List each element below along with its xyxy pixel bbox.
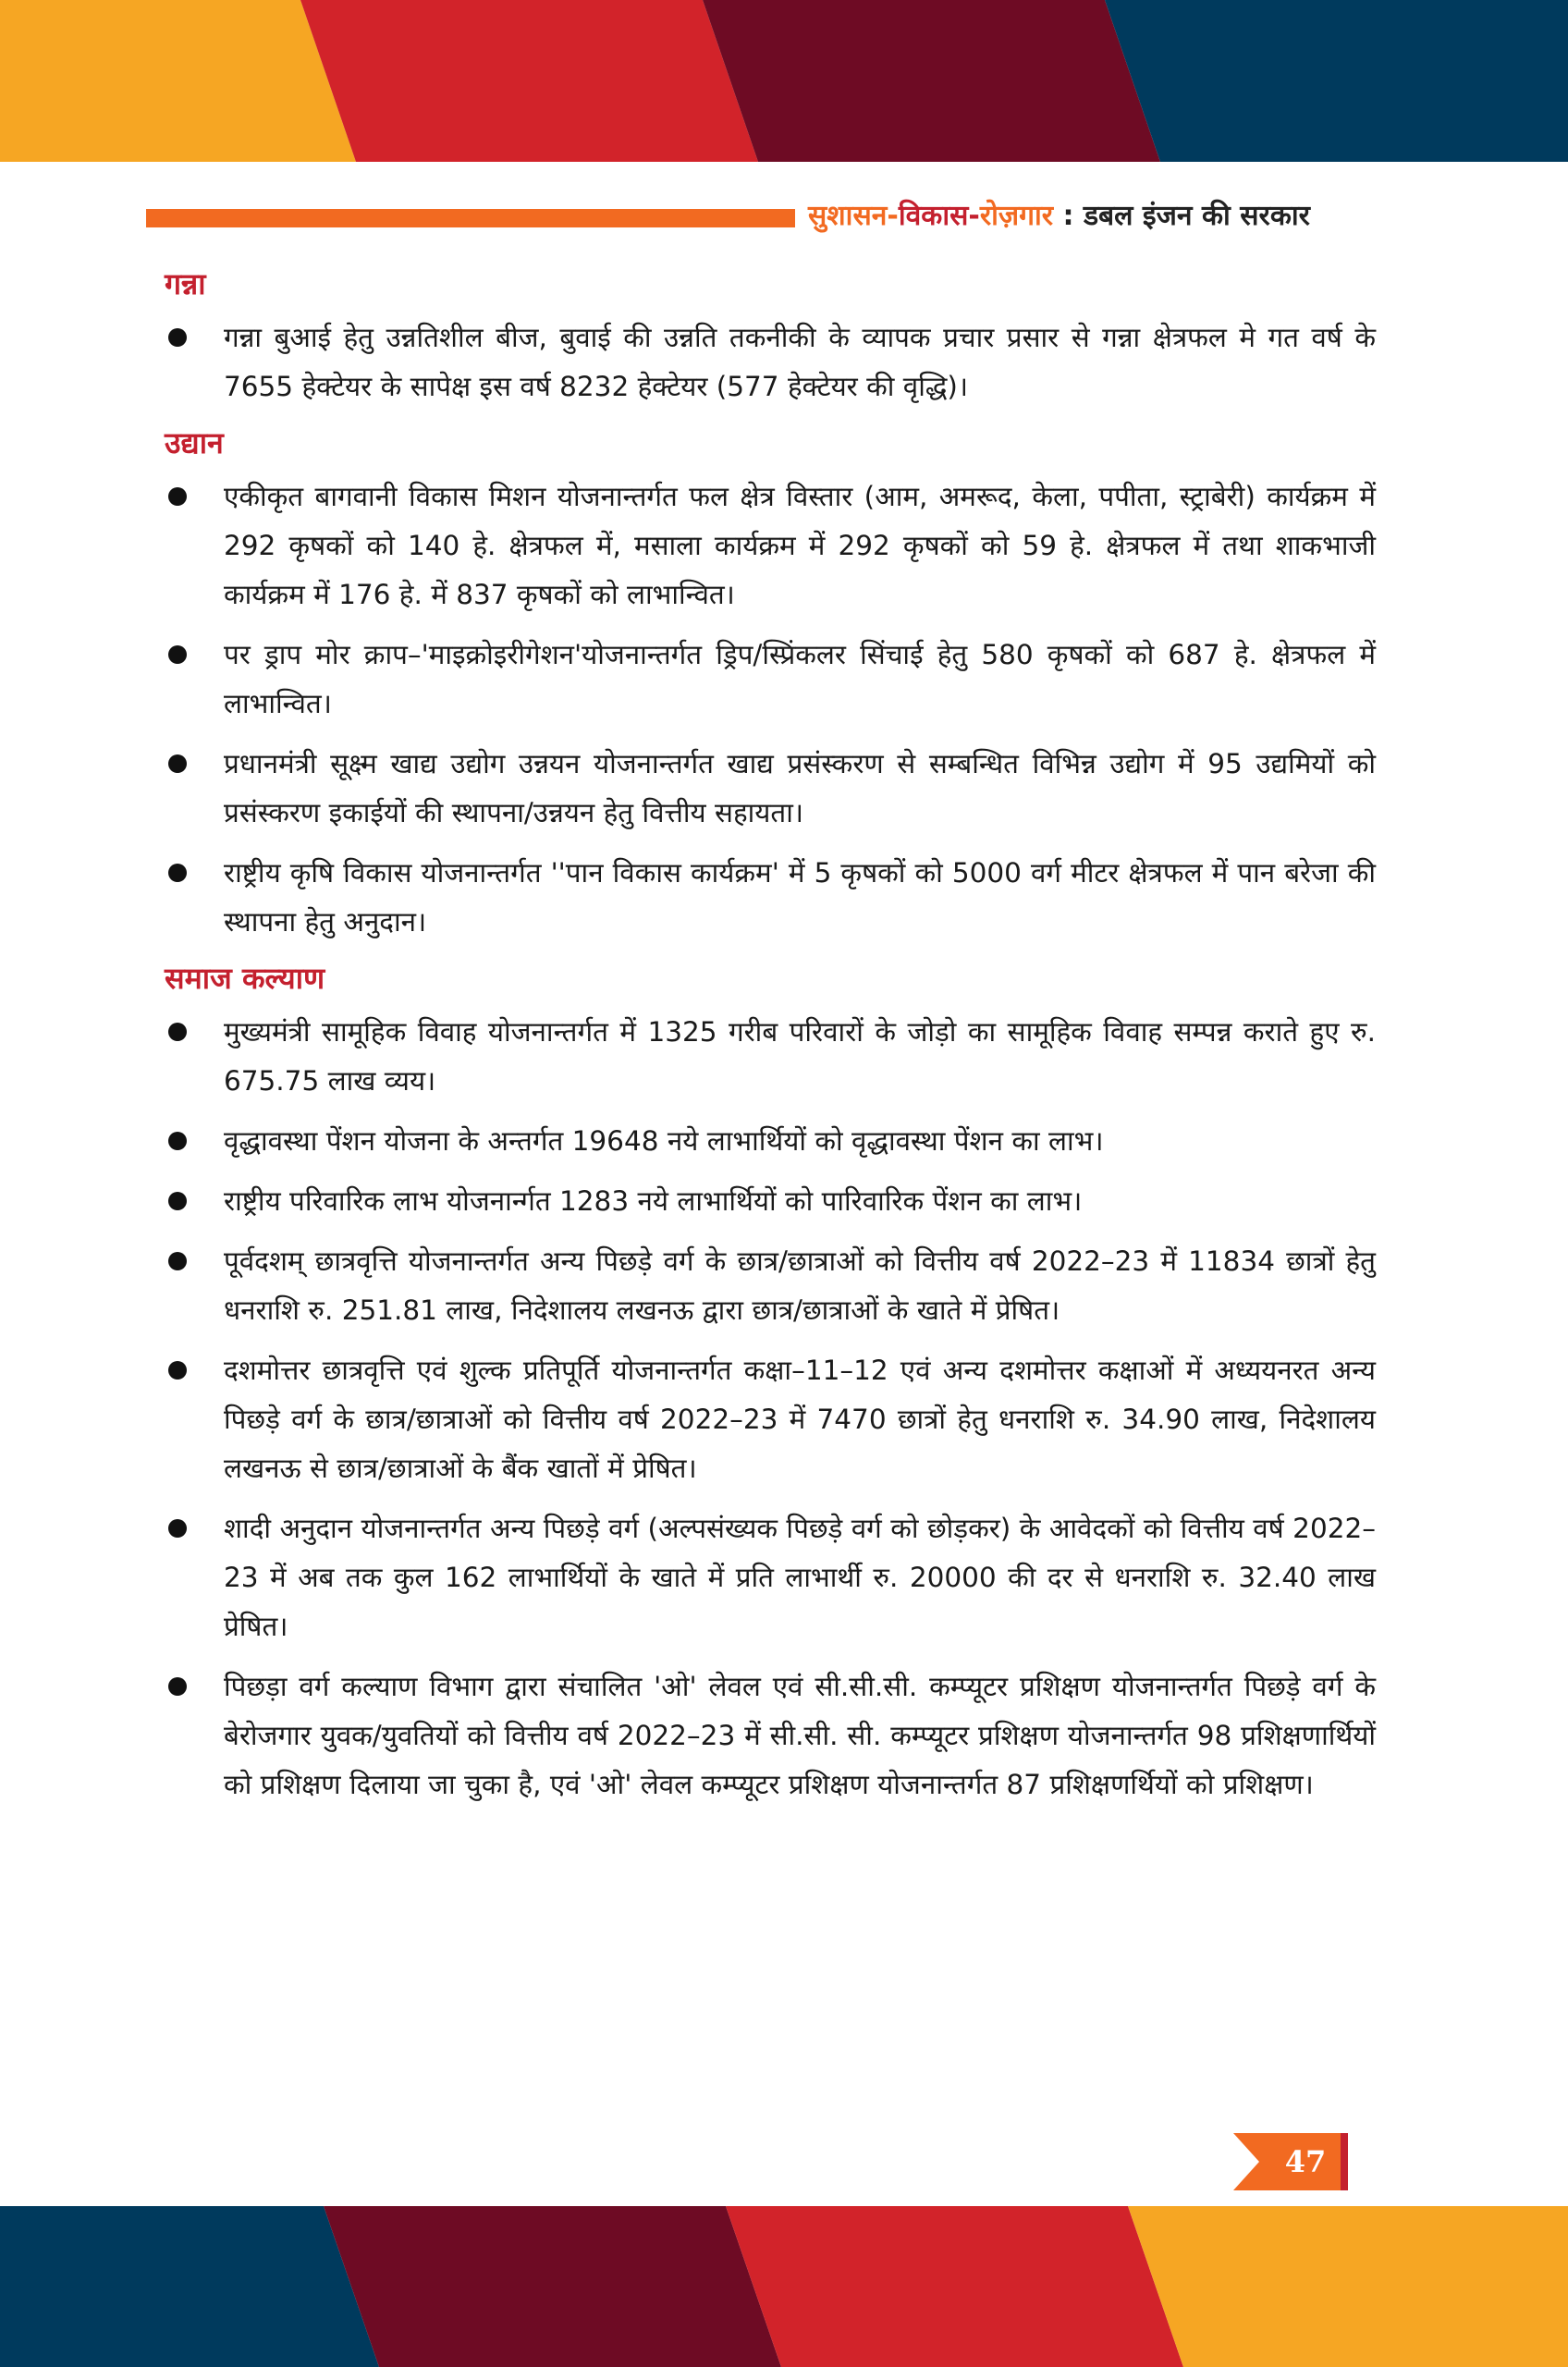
section-horticulture: [165, 423, 1376, 947]
bullet-list: [165, 1008, 1376, 1809]
bullet-icon: [168, 1252, 187, 1270]
list-item: मुख्यमंत्री सामूहिक विवाह योजनान्तर्गत में 1325 गरीब परिवारों के जोड़ो का सामूहिक विवाह सम्पन्न कराते हुए रु. 675.75 लाख व्यय।: [165, 1008, 1376, 1106]
top-color-band: [0, 0, 1568, 162]
bullet-list: [165, 313, 1376, 411]
page-number-tab: [1233, 2133, 1348, 2190]
list-item: दशमोत्तर छात्रवृत्ति एवं शुल्क प्रतिपूर्ति योजनान्तर्गत कक्षा–11–12 एवं अन्य दशमोत्तर कक्षाओं में अध्ययनरत अन्य पिछड़े वर्ग के छात्र/छात्राओं को वित्तीय वर्ष 2022–23 में 7470 छात्रों हेतु धनराशि रु. 34.90 लाख, निदेशालय लखनऊ से छात्र/छात्राओं के बैंक खातों में प्रेषित।: [165, 1346, 1376, 1493]
bullet-icon: [168, 1132, 187, 1150]
bottom-color-band: [0, 2206, 1568, 2367]
page-number: 47: [1284, 2144, 1327, 2179]
list-item: पिछड़ा वर्ग कल्याण विभाग द्वारा संचालित 'ओ' लेवल एवं सी.सी.सी. कम्प्यूटर प्रशिक्षण योजनान्तर्गत पिछड़े वर्ग के बेरोजगार युवक/युवतियों को वित्तीय वर्ष 2022–23 में सी.सी. सी. कम्प्यूटर प्रशिक्षण योजनान्तर्गत 98 प्रशिक्षणार्थियों को प्रशिक्षण दिलाया जा चुका है, एवं 'ओ' लेवल कम्प्यूटर प्रशिक्षण योजनान्तर्गत 87 प्रशिक्षणर्थियों को प्रशिक्षण।: [165, 1662, 1376, 1809]
bullet-icon: [168, 1519, 187, 1538]
bullet-icon: [168, 754, 187, 773]
bullet-icon: [168, 1192, 187, 1210]
section-heading: उद्यान: [165, 425, 224, 460]
bullet-icon: [168, 328, 187, 347]
section-heading: गन्ना: [165, 266, 206, 301]
bullet-icon: [168, 487, 187, 506]
bullet-icon: [168, 1023, 187, 1041]
list-item: राष्ट्रीय कृषि विकास योजनान्तर्गत ''पान विकास कार्यक्रम' में 5 कृषकों को 5000 वर्ग मीटर क्षेत्रफल में पान बरेजा की स्थापना हेतु अनुदान।: [165, 849, 1376, 947]
section-sugarcane: [165, 264, 1376, 411]
page-content: [165, 264, 1376, 1821]
bullet-icon: [168, 645, 187, 664]
header-rule: [146, 209, 795, 227]
list-item: राष्ट्रीय परिवारिक लाभ योजनार्न्गत 1283 नये लाभार्थियों को पारिवारिक पेंशन का लाभ।: [165, 1177, 1376, 1226]
list-item: वृद्धावस्था पेंशन योजना के अन्तर्गत 19648 नये लाभार्थियों को वृद्धावस्था पेंशन का लाभ।: [165, 1117, 1376, 1166]
list-item: पर ड्राप मोर क्राप–'माइक्रोइरीगेशन'योजनान्तर्गत ड्रिप/स्प्रिंकलर सिंचाई हेतु 580 कृषकों को 687 हे. क्षेत्रफल में लाभान्वित।: [165, 631, 1376, 729]
bullet-list: [165, 472, 1376, 947]
header-title: सुशासन-विकास-रोज़गार : डबल इंजन की सरकार: [808, 200, 1310, 232]
list-item: प्रधानमंत्री सूक्ष्म खाद्य उद्योग उन्नयन योजनान्तर्गत खाद्य प्रसंस्करण से सम्बन्धित विभिन्न उद्योग में 95 उद्यमियों को प्रसंस्करण इकाईयों की स्थापना/उन्नयन हेतु वित्तीय सहायता।: [165, 740, 1376, 838]
section-heading: समाज कल्याण: [165, 961, 325, 996]
bullet-icon: [168, 1677, 187, 1696]
list-item: शादी अनुदान योजनान्तर्गत अन्य पिछड़े वर्ग (अल्पसंख्यक पिछड़े वर्ग को छोड़कर) के आवेदकों को वित्तीय वर्ष 2022–23 में अब तक कुल 162 लाभार्थियों के खाते में प्रति लाभार्थी रु. 20000 की दर से धनराशि रु. 32.40 लाख प्रेषित।: [165, 1504, 1376, 1651]
list-item: पूर्वदशम् छात्रवृत्ति योजनान्तर्गत अन्य पिछड़े वर्ग के छात्र/छात्राओं को वित्तीय वर्ष 2022–23 में 11834 छात्रों हेतु धनराशि रु. 251.81 लाख, निदेशालय लखनऊ द्वारा छात्र/छात्राओं के खाते में प्रेषित।: [165, 1237, 1376, 1335]
section-social-welfare: [165, 958, 1376, 1809]
bullet-icon: [168, 864, 187, 882]
bullet-icon: [168, 1361, 187, 1380]
list-item: गन्ना बुआई हेतु उन्नतिशील बीज, बुवाई की उन्नति तकनीकी के व्यापक प्रचार प्रसार से गन्ना क्षेत्रफल मे गत वर्ष के 7655 हेक्टेयर के सापेक्ष इस वर्ष 8232 हेक्टेयर (577 हेक्टेयर की वृद्धि)।: [165, 313, 1376, 411]
list-item: एकीकृत बागवानी विकास मिशन योजनान्तर्गत फल क्षेत्र विस्तार (आम, अमरूद, केला, पपीता, स्ट्राबेरी) कार्यक्रम में 292 कृषकों को 140 हे. क्षेत्रफल में, मसाला कार्यक्रम में 292 कृषकों को 59 हे. क्षेत्रफल में तथा शाकभाजी कार्यक्रम में 176 हे. में 837 कृषकों को लाभान्वित।: [165, 472, 1376, 619]
